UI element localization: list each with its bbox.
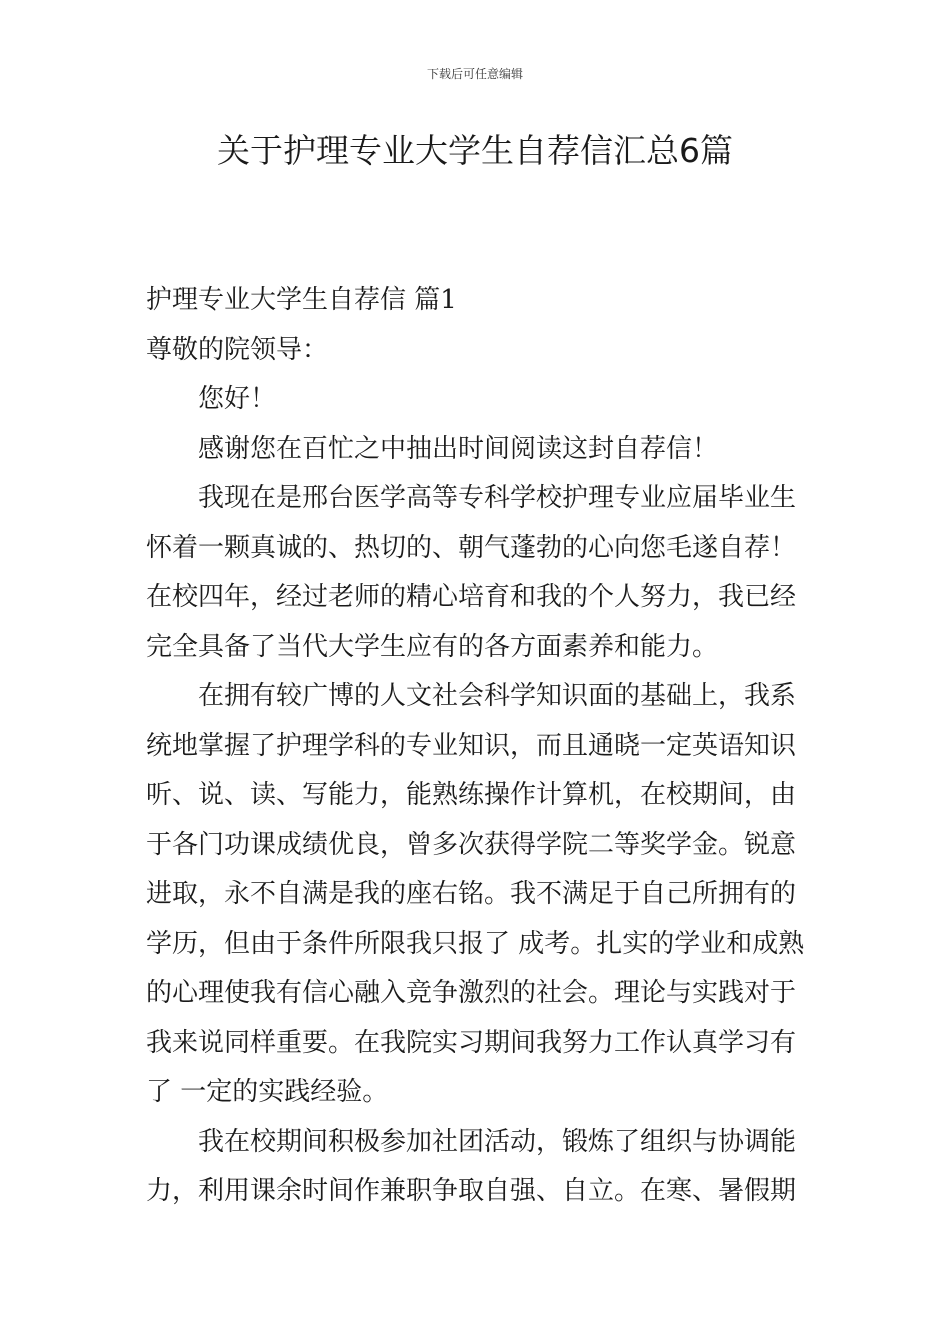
text-line: 了 一定的实践经验。: [146, 1077, 389, 1107]
text-line: 于各门功课成绩优良，曾多次获得学院二等奖学金。锐意: [146, 829, 797, 860]
text-line: 我来说同样重要。在我院实习期间我努力工作认真学习有: [146, 1027, 797, 1058]
text-line: 在拥有较广博的人文社会科学知识面的基础上，我系: [198, 681, 797, 711]
text-line: 完全具备了当代大学生应有的各方面素养和能力。: [146, 631, 719, 662]
text-line: 力，利用课余时间作兼职争取自强、自立。在寒、暑假期: [146, 1176, 797, 1206]
section-heading: 护理专业大学生自荐信 篇1: [146, 285, 457, 315]
text-line: 感谢您在百忙之中抽出时间阅读这封自荐信！: [198, 433, 719, 464]
text-line: 统地掌握了护理学科的专业知识，而且通晓一定英语知识: [146, 730, 797, 761]
greeting-line: 您好！: [198, 384, 277, 414]
text-line: 的心理使我有信心融入竞争激烈的社会。理论与实践对于: [146, 978, 797, 1008]
text-line: 我现在是邢台医学高等专科学校护理专业应届毕业生: [198, 483, 797, 513]
text-line: 怀着一颗真诚的、热切的、朝气蓬勃的心向您毛遂自荐！: [146, 532, 797, 563]
text-line: 进取，永不自满是我的座右铭。我不满足于自己所拥有的: [146, 879, 797, 909]
text-line: 在校四年，经过老师的精心培育和我的个人努力，我已经: [146, 582, 797, 612]
text-line: 听、说、读、写能力，能熟练操作计算机，在校期间，由: [146, 780, 797, 810]
salutation: 尊敬的院领导：: [146, 334, 329, 365]
letter-body: [146, 276, 808, 1217]
text-line: 我在校期间积极参加社团活动，锻炼了组织与协调能: [198, 1126, 797, 1157]
header-note: 下载后可任意编辑: [426, 67, 523, 81]
document-title: 关于护理专业大学生自荐信汇总6篇: [217, 131, 733, 170]
text-line: 学历，但由于条件所限我只报了 成考。扎实的学业和成熟: [146, 928, 805, 959]
